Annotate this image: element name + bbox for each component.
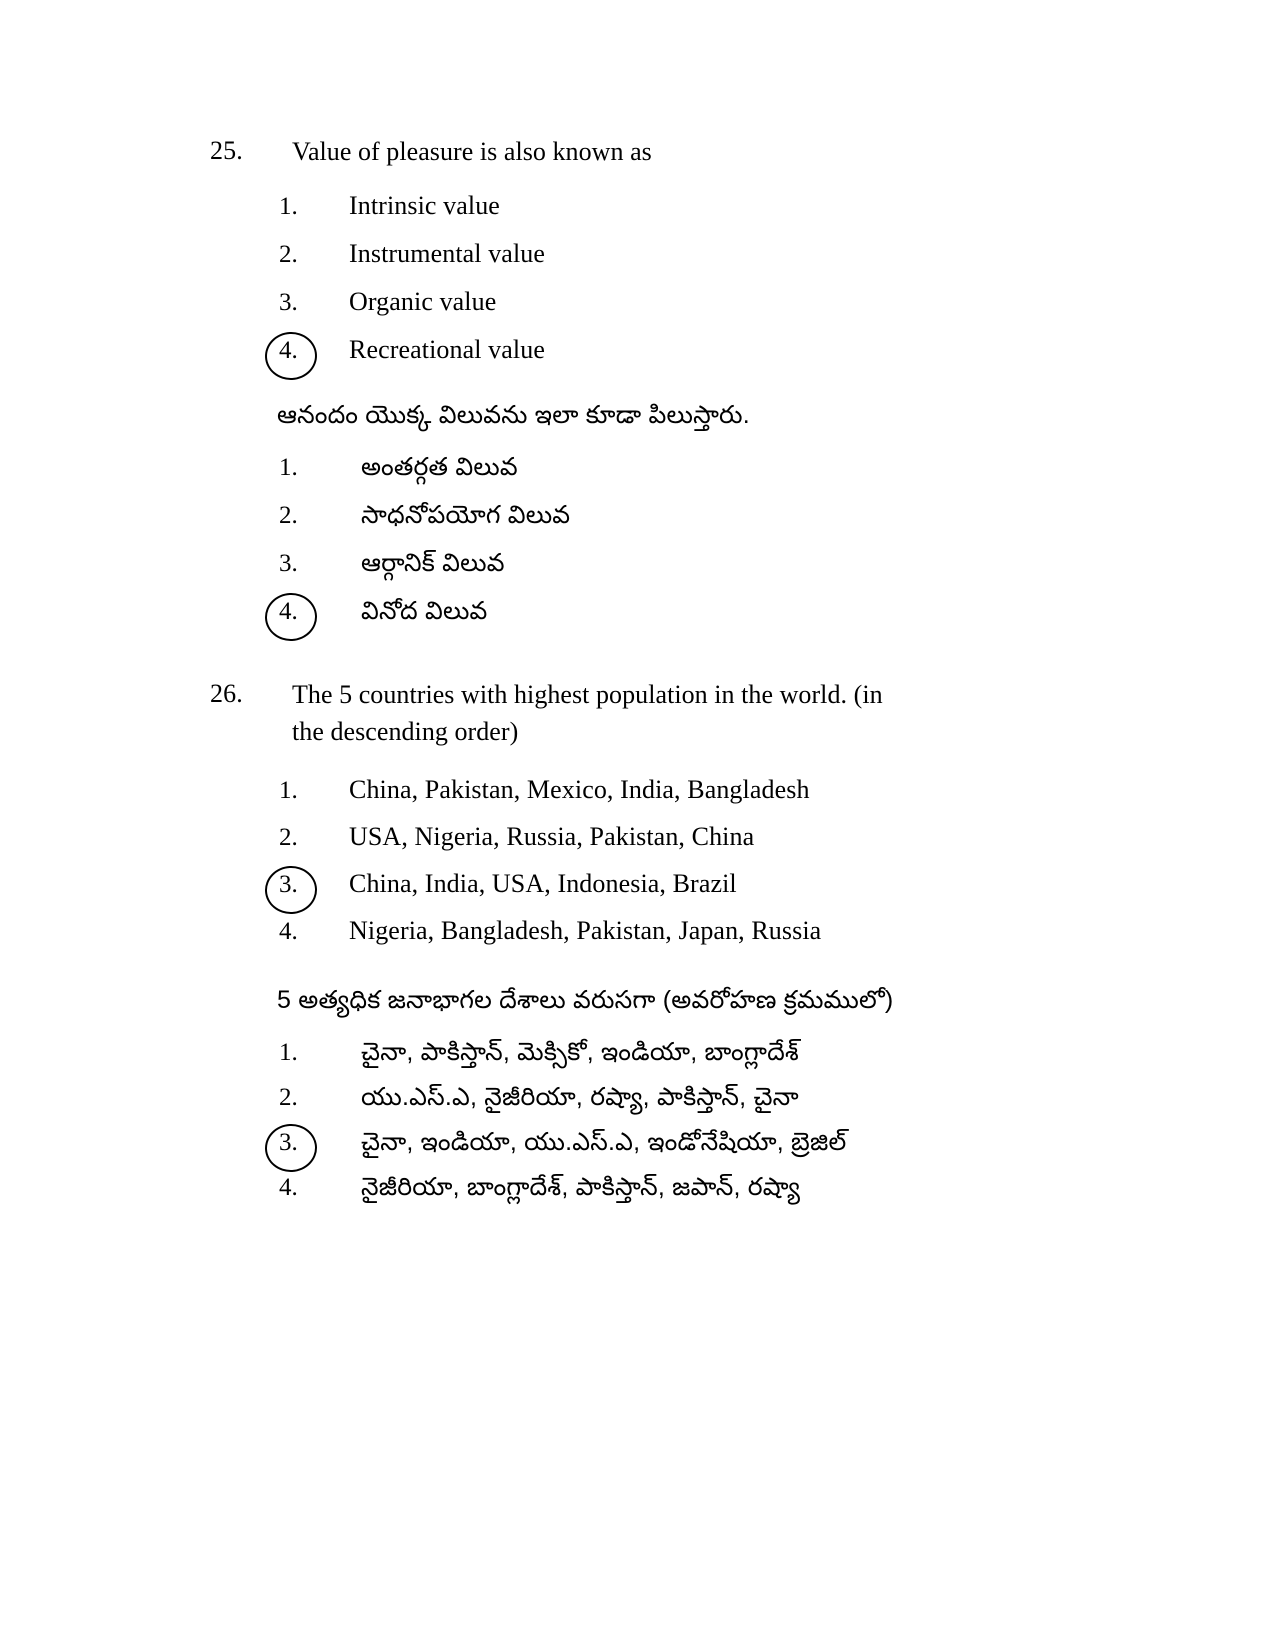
option-text: Intrinsic value: [349, 191, 500, 220]
option-marker-slot: [277, 914, 337, 950]
option-text: USA, Nigeria, Russia, Pakistan, China: [349, 822, 755, 851]
option-marker-slot: [277, 773, 337, 809]
option-marker-slot: [277, 189, 337, 225]
option-marker-slot: [277, 1035, 337, 1071]
question-26-prompt-telugu: 5 అత్యధిక జనాభాగల దేశాలు వరుసగా (అవరోహణ క్రమములో): [277, 986, 894, 1014]
option-marker-slot: [277, 333, 337, 369]
option-text: ఆర్గానిక్ విలువ: [361, 549, 505, 577]
option-row[interactable]: [0, 1076, 1275, 1121]
option-row-selected[interactable]: [0, 1121, 1275, 1166]
option-text: Recreational value: [349, 335, 545, 364]
option-row-selected[interactable]: [0, 332, 1275, 370]
option-row[interactable]: [0, 542, 1275, 586]
question-26-prompt-english: The 5 countries with highest population in the world. (in the descending order): [292, 680, 883, 746]
option-marker-slot: [277, 285, 337, 321]
option-number: 3.: [279, 1129, 298, 1156]
option-number: 3.: [279, 289, 298, 316]
option-number: 4.: [279, 337, 298, 364]
option-marker-slot: [277, 820, 337, 856]
question-26-heading: [0, 676, 1275, 750]
option-marker-slot: [277, 1125, 337, 1161]
option-row[interactable]: [0, 1031, 1275, 1076]
question-block-26: [0, 676, 1275, 1211]
option-number: 2.: [279, 241, 298, 268]
question-25-options-english: [0, 188, 1275, 370]
option-marker-slot: [277, 237, 337, 273]
option-text: అంతర్గత విలువ: [361, 453, 518, 481]
option-text: China, India, USA, Indonesia, Brazil: [349, 869, 737, 898]
option-text: సాధనోపయోగ విలువ: [361, 501, 571, 529]
option-row[interactable]: [0, 494, 1275, 538]
option-number: 4.: [279, 1174, 298, 1201]
option-row[interactable]: [0, 913, 1275, 951]
option-number: 1.: [279, 1039, 298, 1066]
question-25-number: 25.: [210, 136, 243, 165]
option-text: వినోద విలువ: [361, 597, 488, 625]
option-marker-slot: [277, 867, 337, 903]
question-block-25: [0, 133, 1275, 638]
option-number: 1.: [279, 454, 298, 481]
option-text: చైనా, పాకిస్తాన్, మెక్సికో, ఇండియా, బాంగ్లాదేశ్: [361, 1038, 799, 1066]
option-number: 2.: [279, 502, 298, 529]
question-25-prompt-telugu: ఆనందం యొక్క విలువను ఇలా కూడా పిలుస్తారు.: [277, 401, 750, 429]
option-marker-slot: [277, 546, 337, 582]
option-number: 3.: [279, 871, 298, 898]
option-row[interactable]: [0, 446, 1275, 490]
question-26-options-telugu: [0, 1031, 1275, 1211]
option-row[interactable]: [0, 1166, 1275, 1211]
option-number: 4.: [279, 598, 298, 625]
question-25-prompt-english: Value of pleasure is also known as: [292, 137, 652, 166]
question-25-options-telugu: [0, 446, 1275, 634]
option-row-selected[interactable]: [0, 590, 1275, 634]
option-row[interactable]: [0, 819, 1275, 857]
question-26-number: 26.: [210, 679, 243, 708]
option-number: 2.: [279, 824, 298, 851]
option-number: 3.: [279, 550, 298, 577]
option-marker-slot: [277, 1080, 337, 1116]
option-row[interactable]: [0, 772, 1275, 810]
option-text: China, Pakistan, Mexico, India, Bangladesh: [349, 775, 810, 804]
option-row[interactable]: [0, 284, 1275, 322]
question-25-heading: [0, 133, 1275, 170]
option-marker-slot: [277, 498, 337, 534]
option-number: 4.: [279, 918, 298, 945]
option-row[interactable]: [0, 188, 1275, 226]
option-text: నైజీరియా, బాంగ్లాదేశ్, పాకిస్తాన్, జపాన్, రష్యా: [361, 1173, 801, 1201]
option-marker-slot: [277, 594, 337, 630]
option-number: 1.: [279, 777, 298, 804]
option-text: చైనా, ఇండియా, యు.ఎస్.ఎ, ఇండోనేషియా, బ్రెజిల్: [361, 1128, 847, 1156]
option-marker-slot: [277, 450, 337, 486]
option-number: 2.: [279, 1084, 298, 1111]
question-26-options-english: [0, 772, 1275, 951]
option-text: Organic value: [349, 287, 497, 316]
option-text: Nigeria, Bangladesh, Pakistan, Japan, Russia: [349, 916, 822, 945]
option-row[interactable]: [0, 236, 1275, 274]
option-number: 1.: [279, 193, 298, 220]
option-text: యు.ఎస్.ఎ, నైజీరియా, రష్యా, పాకిస్తాన్, చైనా: [361, 1083, 799, 1111]
option-marker-slot: [277, 1170, 337, 1206]
option-text: Instrumental value: [349, 239, 546, 268]
option-row-selected[interactable]: [0, 866, 1275, 904]
